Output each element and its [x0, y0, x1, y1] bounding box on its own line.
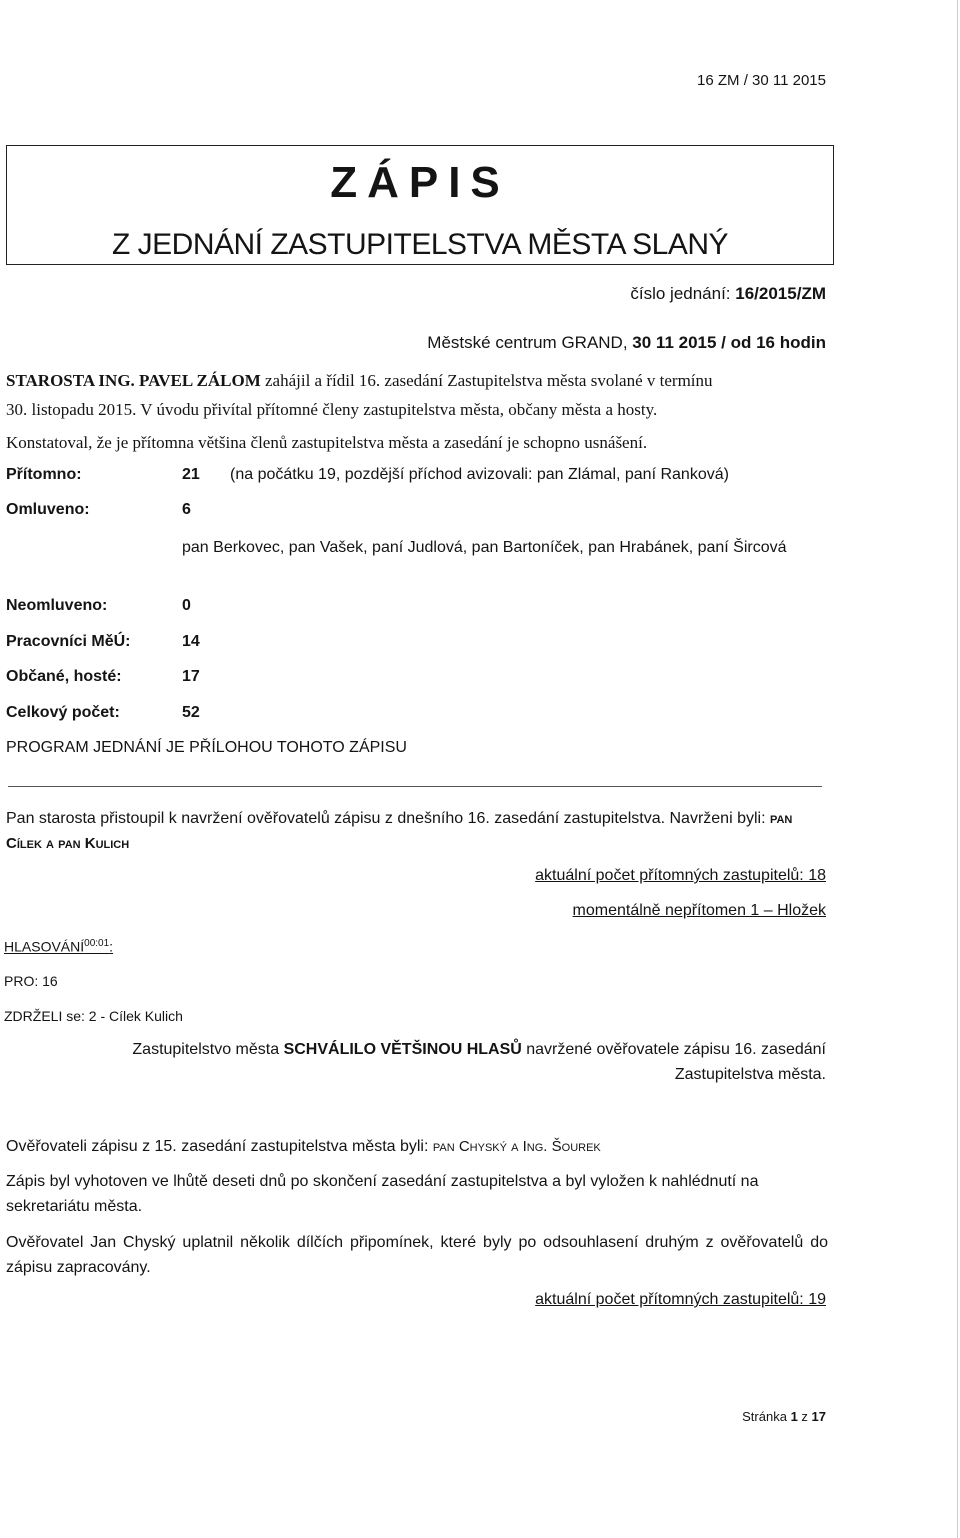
vote-heading: $HLASOVÁNÍ^{00:01}$:: [4, 938, 114, 955]
vote-for: PRO: 16: [4, 973, 58, 989]
present-count-18: aktuální počet přítomných zastupitelů: 18: [535, 867, 826, 884]
previous-verifier-names: pan Chyský a Ing. Šourek: [432, 1138, 601, 1155]
present-value: 21: [182, 466, 200, 483]
verifier-names: pan Cílek a pan Kulich: [6, 810, 793, 852]
excused-names: pan Berkovec, pan Vašek, paní Judlová, pan Bartoníček, pan Hrabánek, paní Šircová: [182, 539, 787, 556]
title-box: [6, 145, 834, 265]
resolution-line2: Zastupitelstva města.: [674, 1066, 826, 1083]
document-subtitle: Z JEDNÁNÍ ZASTUPITELSTVA MĚSTA SLANÝ: [111, 228, 729, 261]
opening-paragraph: STAROSTA ING. PAVEL ZÁLOM zahájil a řídil 16. zasedání Zastupitelstva města svolané v termínu 30. listopadu 2015. V úvodu přivítal přítomné členy zastupitelstva města, občany města a hosty. Konstatoval, že je přítomna většina členů zastupitelstva města a zasedání je schopno usnášení.: [6, 371, 713, 452]
scan-edge-line: [957, 0, 958, 1538]
guests-value: 17: [182, 668, 200, 685]
meeting-number: číslo jednání: 16/2015/ZM: [630, 284, 826, 303]
document-title: ZÁPIS: [330, 158, 510, 207]
minutes-availability: Zápis byl vyhotoven ve lhůtě deseti dnů po skončení zasedání zastupitelstva a byl vyložen k nahlédnutí na sekretariátu města.: [6, 1173, 759, 1215]
absent-note: momentálně nepřítomen 1 – Hložek: [572, 902, 826, 919]
previous-verifiers: Ověřovateli zápisu z 15. zasedání zastupitelstva města byli: pan Chyský a Ing. Šourek: [6, 1138, 601, 1155]
staff-label: Pracovníci MěÚ:: [6, 633, 131, 650]
vote-abstain: ZDRŽELI se: 2 - Cílek Kulich: [4, 1008, 183, 1024]
total-label: Celkový počet:: [6, 704, 120, 721]
present-count-19: aktuální počet přítomných zastupitelů: 19: [535, 1291, 826, 1308]
mayor-name: STAROSTA ING. PAVEL ZÁLOM: [6, 371, 261, 390]
meeting-place-time: Městské centrum GRAND, 30 11 2015 / od 16 hodin: [427, 333, 826, 352]
staff-value: 14: [182, 633, 200, 650]
unexcused-label: Neomluveno:: [6, 597, 108, 614]
section-divider: [8, 786, 822, 787]
present-note: (na počátku 19, pozdější příchod avizovali: pan Zlámal, paní Ranková): [230, 466, 729, 483]
unexcused-value: 0: [182, 597, 191, 614]
present-label: Přítomno:: [6, 466, 82, 483]
total-value: 52: [182, 704, 200, 721]
excused-label: Omluveno:: [6, 501, 90, 518]
resolution-line1: Zastupitelstvo města SCHVÁLILO VĚTŠINOU HLASŮ navržené ověřovatele zápisu 16. zasedání: [132, 1041, 826, 1058]
page-number: Stránka 1 z 17: [742, 1409, 826, 1424]
guests-label: Občané, hosté:: [6, 668, 122, 685]
verifiers-paragraph: Pan starosta přistoupil k navržení ověřovatelů zápisu z dnešního 16. zasedání zastupitelstva. Navrženi byli: pan Cílek a pan Kulich: [6, 810, 793, 852]
document-reference: 16 ZM / 30 11 2015: [697, 72, 826, 89]
program-note: PROGRAM JEDNÁNÍ JE PŘÍLOHOU TOHOTO ZÁPISU: [6, 739, 407, 756]
verifier-comments: Ověřovatel Jan Chyský uplatnil několik dílčích připomínek, které byly po odsouhlasení druhým z ověřovatelů do zápisu zapracovány.: [6, 1234, 828, 1276]
excused-value: 6: [182, 501, 191, 518]
